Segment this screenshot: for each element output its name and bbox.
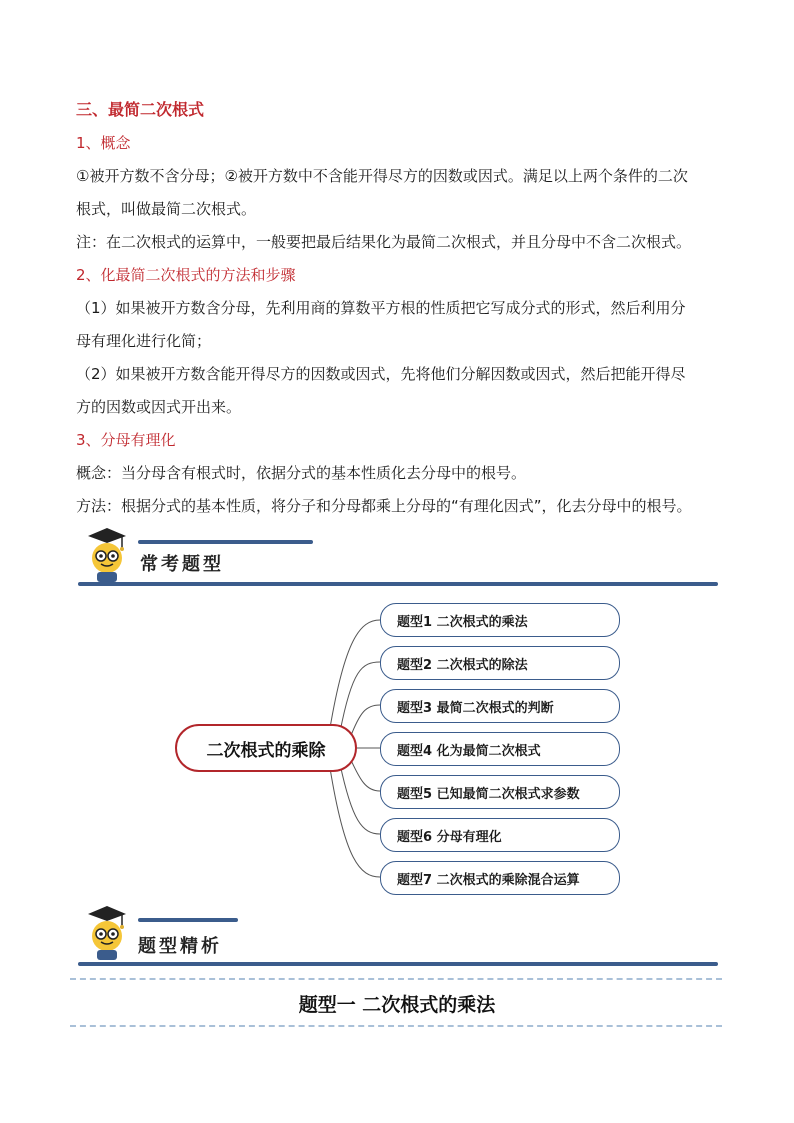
rationalize-method: 方法：根据分式的基本性质，将分子和分母都乘上分母的“有理化因式”，化去分母中的根号。 bbox=[76, 497, 692, 515]
mindmap-item-5: 题型5 已知最简二次根式求参数 bbox=[380, 775, 620, 809]
step2-line1: （2）如果被开方数含能开得尽方的因数或因式，先将他们分解因数或因式，然后把能开得尽 bbox=[76, 365, 686, 383]
rationalize-concept: 概念：当分母含有根式时，依据分式的基本性质化去分母中的根号。 bbox=[76, 464, 527, 482]
concept-heading: 1、概念 bbox=[76, 134, 131, 152]
note-text: 注：在二次根式的运算中，一般要把最后结果化为最简二次根式，并且分母中不含二次根式。 bbox=[76, 233, 692, 251]
dashed-divider-top bbox=[70, 978, 722, 980]
graduate-mascot-icon bbox=[86, 904, 128, 962]
mindmap-item-6: 题型6 分母有理化 bbox=[380, 818, 620, 852]
section-title: 题型一 二次根式的乘法 bbox=[298, 994, 496, 1016]
banner-analysis bbox=[78, 904, 718, 974]
rationalize-heading: 3、分母有理化 bbox=[76, 431, 176, 449]
dashed-divider-bottom bbox=[70, 1025, 722, 1027]
step2-line2: 方的因数或因式开出来。 bbox=[76, 398, 242, 416]
mindmap-item-2: 题型2 二次根式的除法 bbox=[380, 646, 620, 680]
mindmap-item-4: 题型4 化为最简二次根式 bbox=[380, 732, 620, 766]
section-heading: 三、最简二次根式 bbox=[76, 100, 205, 119]
step1-line2: 母有理化进行化简； bbox=[76, 332, 212, 350]
mindmap-item-7: 题型7 二次根式的乘除混合运算 bbox=[380, 861, 620, 895]
concept-text-line2: 根式，叫做最简二次根式。 bbox=[76, 200, 257, 218]
mindmap-item-1: 题型1 二次根式的乘法 bbox=[380, 603, 620, 637]
banner-label: 常考题型 bbox=[140, 554, 224, 575]
step1-line1: （1）如果被开方数含分母，先利用商的算数平方根的性质把它写成分式的形式，然后利用分 bbox=[76, 299, 686, 317]
mindmap-center-node: 二次根式的乘除 bbox=[175, 724, 357, 772]
method-heading: 2、化最简二次根式的方法和步骤 bbox=[76, 266, 296, 284]
concept-text-line1: ①被开方数不含分母；②被开方数中不含能开得尽方的因数或因式。满足以上两个条件的二次 bbox=[76, 167, 688, 185]
banner-label: 题型精析 bbox=[138, 936, 222, 957]
mindmap-item-3: 题型3 最简二次根式的判断 bbox=[380, 689, 620, 723]
